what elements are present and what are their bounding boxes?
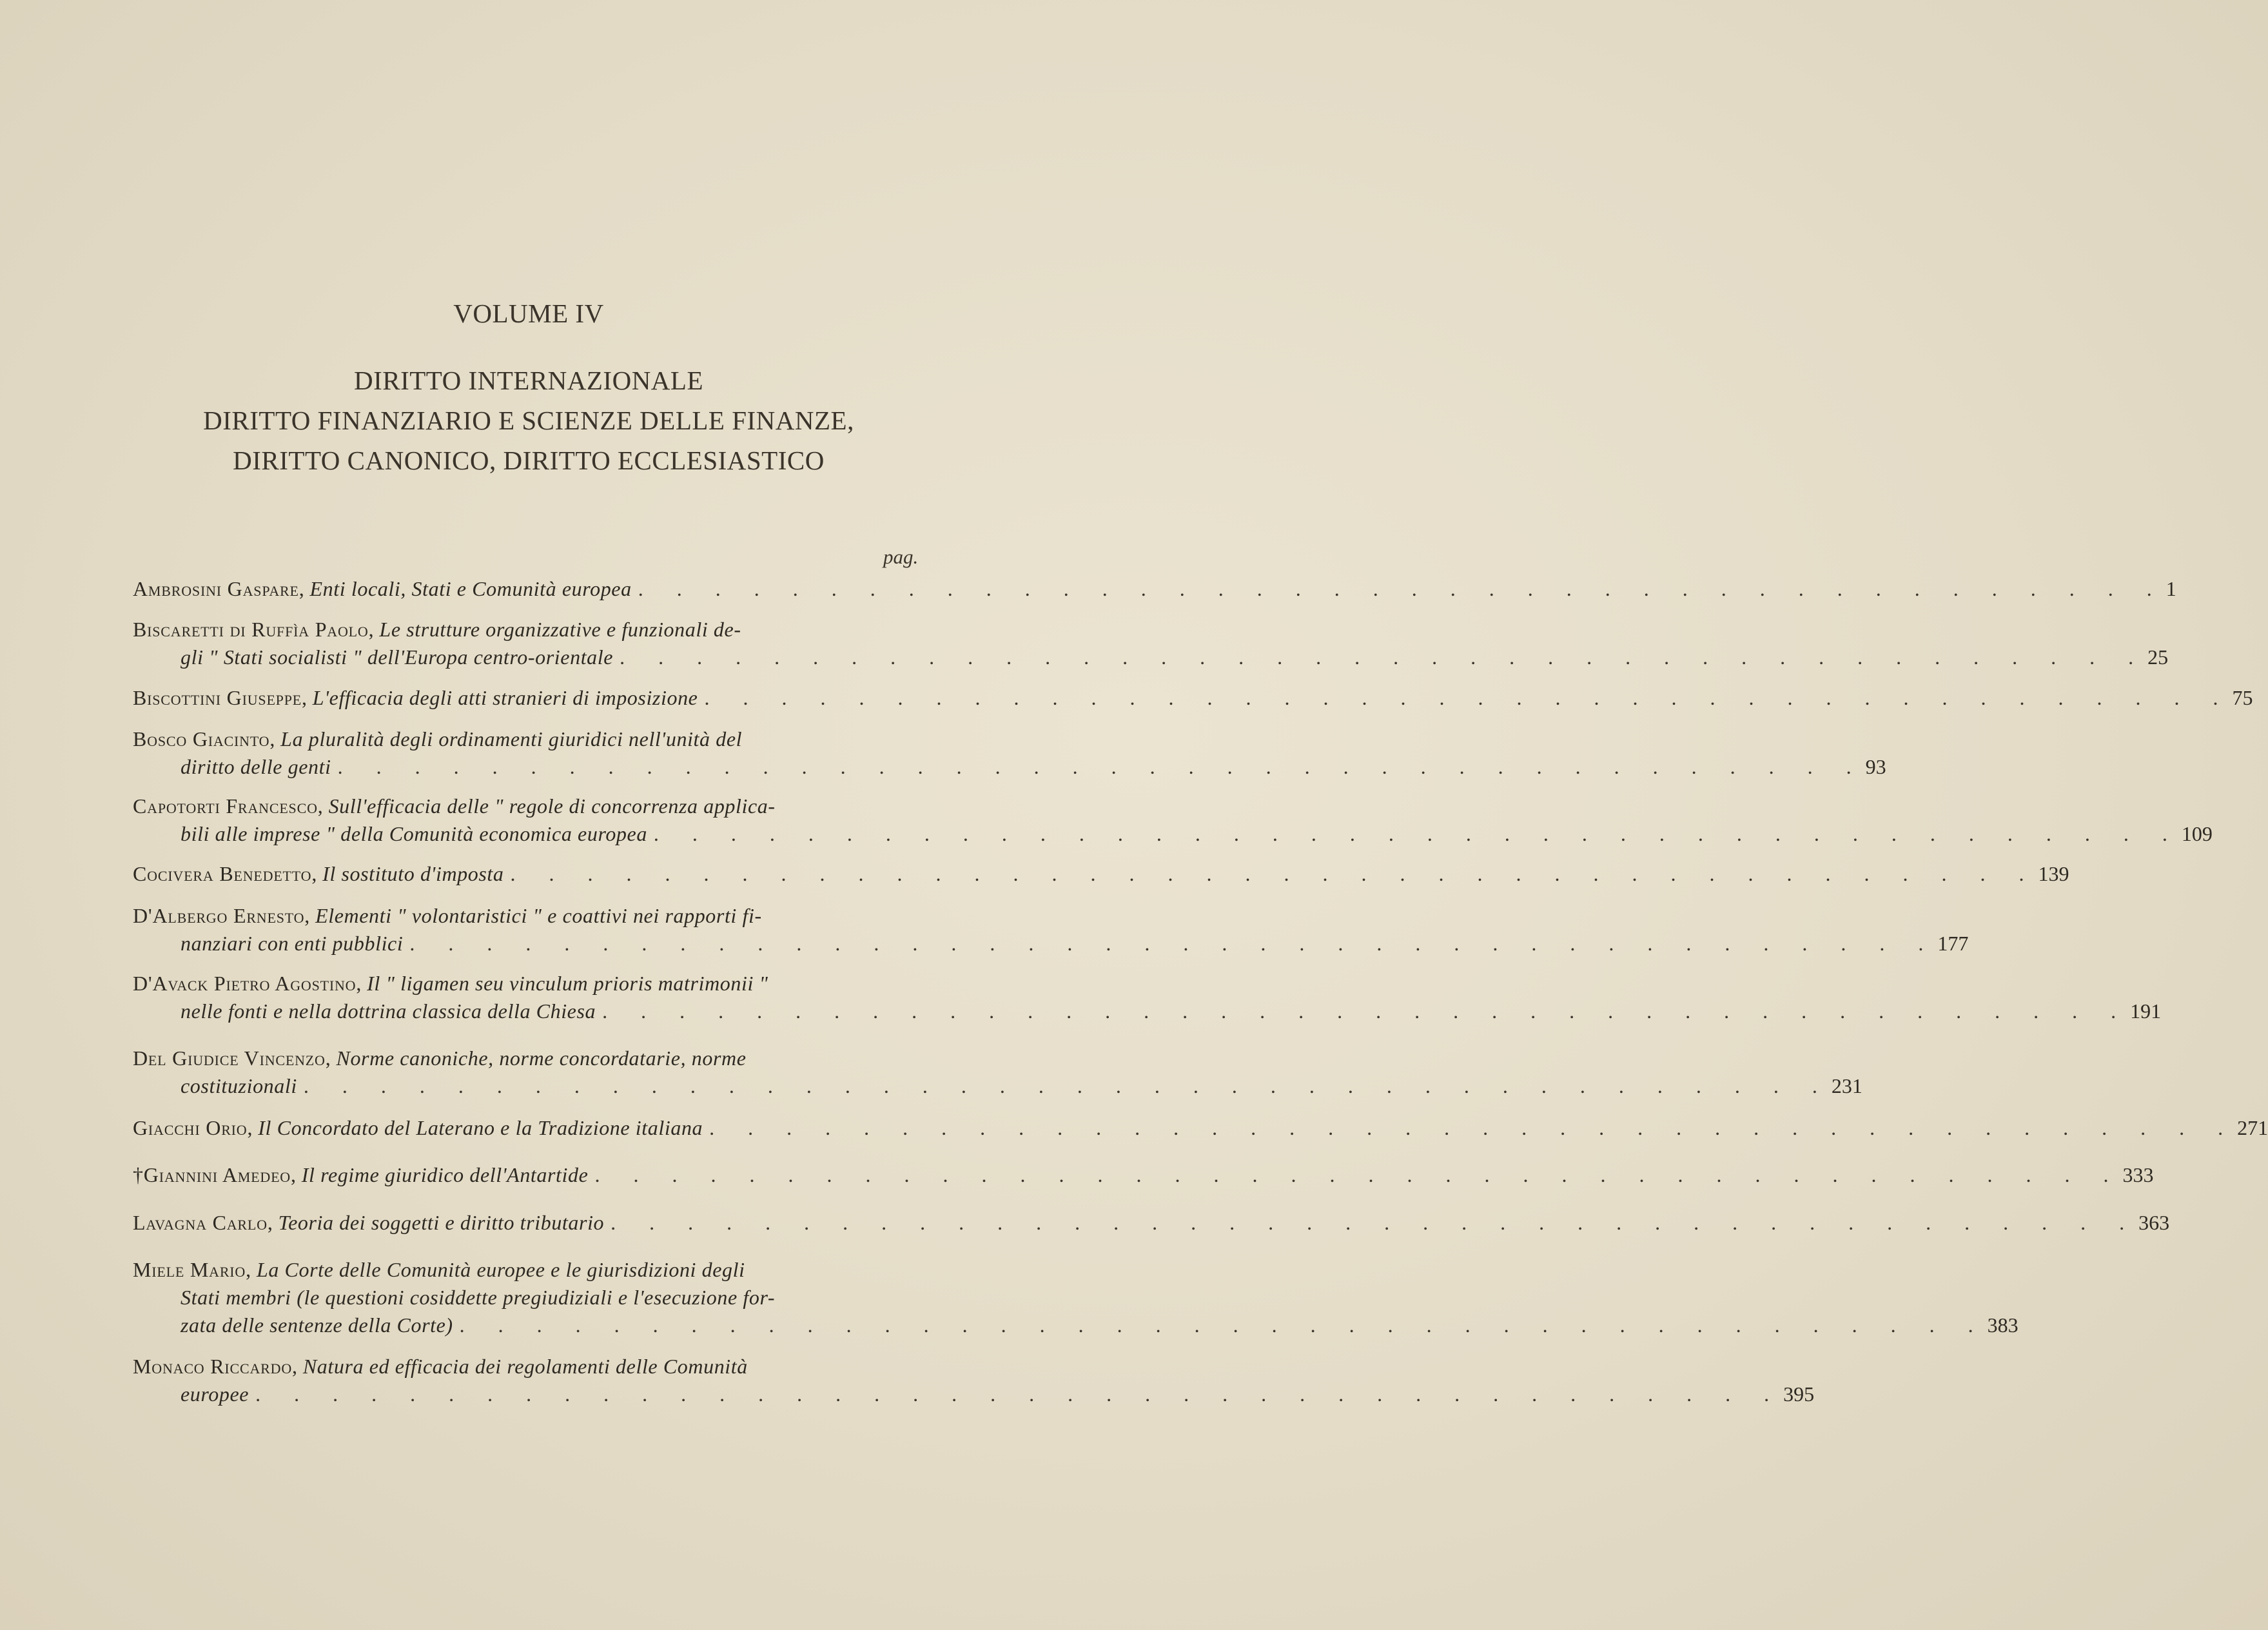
entry-author: †Giannini Amedeo, (133, 1163, 297, 1186)
dot-leader: . . . . . . . . . . . . . . . . . . . . . . . . . . . . . . . . . . . . . . . . (602, 999, 2131, 1023)
entry-title: L'efficacia degli atti stranieri di imposizione (312, 686, 698, 709)
entry-page-number: 139 (2038, 862, 2069, 885)
entry-author: Biscaretti di Ruffìa Paolo, (133, 618, 375, 641)
entry-title-continuation: bili alle imprese " della Comunità economica europea (181, 822, 647, 845)
entry-author: Capotorti Francesco, (133, 794, 324, 818)
entry-title-continuation: nanziari con enti pubblici (181, 932, 404, 955)
section-heading-line-1: DIRITTO INTERNAZIONALE (354, 366, 703, 395)
toc-entry (133, 616, 2169, 671)
entry-page-number: 383 (1987, 1313, 2019, 1337)
dot-leader: . . . . . . . . . . . . . . . . . . . . . . . . . . . . . . . . . . . . . . . . (620, 645, 2148, 669)
entry-title: Le strutture organizzative e funzionali de- (379, 618, 741, 641)
entry-title-continuation: europee (181, 1382, 249, 1406)
dot-leader: . . . . . . . . . . . . . . . . . . . . . . . . . . . . . . . . . . . . . . . . (611, 1211, 2139, 1234)
entry-author: Biscottini Giuseppe, (133, 686, 308, 709)
entry-page-number: 271 (2237, 1116, 2268, 1139)
entry-author: Cocivera Benedetto, (133, 862, 318, 885)
entry-page-number: 177 (1937, 932, 1969, 955)
entry-author: Bosco Giacinto, (133, 727, 276, 751)
dot-leader: . . . . . . . . . . . . . . . . . . . . . . . . . . . . . . . . . . . . . . . . (594, 1163, 2123, 1186)
entry-page-number: 109 (2181, 822, 2213, 845)
entry-title: Il Concordato del Laterano e la Tradizione italiana (258, 1116, 703, 1139)
entry-title: Sull'efficacia delle " regole di concorrenza applica- (328, 794, 776, 818)
page-column-label: pag. (883, 545, 919, 568)
entry-page-number: 191 (2130, 999, 2162, 1023)
toc-entry (133, 860, 2069, 888)
entry-author: Monaco Riccardo, (133, 1355, 298, 1378)
entry-page-number: 363 (2138, 1211, 2170, 1234)
dot-leader: . . . . . . . . . . . . . . . . . . . . . . . . . . . . . . . . . . . . . . . . (653, 822, 2182, 845)
dot-leader: . . . . . . . . . . . . . . . . . . . . . . . . . . . . . . . . . . . . . . . . (510, 862, 2038, 885)
entry-title-continuation: zata delle sentenze della Corte) (181, 1313, 453, 1337)
dot-leader: . . . . . . . . . . . . . . . . . . . . . . . . . . . . . . . . . . . . . . . . (459, 1313, 1988, 1337)
entry-title: Norme canoniche, norme concordatarie, norme (336, 1046, 747, 1070)
entry-page-number: 333 (2122, 1163, 2154, 1186)
toc-entry (133, 725, 1886, 781)
section-heading-line-3: DIRITTO CANONICO, DIRITTO ECCLESIASTICO (233, 446, 825, 475)
entry-title: Il sostituto d'imposta (322, 862, 504, 885)
entry-author: Miele Mario, (133, 1258, 251, 1281)
entry-page-number: 1 (2165, 577, 2176, 600)
dot-leader: . . . . . . . . . . . . . . . . . . . . . . . . . . . . . . . . . . . . . . . . (303, 1074, 1832, 1097)
dot-leader: . . . . . . . . . . . . . . . . . . . . . . . . . . . . . . . . . . . . . . . . (638, 577, 2166, 600)
toc-entry (133, 1114, 2268, 1142)
toc-entry (133, 684, 2253, 712)
entry-author: D'Avack Pietro Agostino, (133, 972, 362, 995)
entry-page-number: 93 (1865, 755, 1886, 778)
entry-author: Giacchi Orio, (133, 1116, 253, 1139)
entry-author: D'Albergo Ernesto, (133, 904, 311, 927)
dot-leader: . . . . . . . . . . . . . . . . . . . . . . . . . . . . . . . . . . . . . . . . (704, 686, 2233, 709)
toc-entry (133, 1045, 1862, 1100)
dot-leader: . . . . . . . . . . . . . . . . . . . . . . . . . . . . . . . . . . . . . . . . (409, 932, 1938, 955)
entry-page-number: 231 (1831, 1074, 1862, 1097)
entry-page-number: 25 (2147, 645, 2169, 669)
toc-entry (133, 792, 2213, 848)
toc-entry (133, 970, 2162, 1025)
entry-title: Enti locali, Stati e Comunità europea (309, 577, 632, 600)
entry-title: La Corte delle Comunità europee e le giurisdizioni degli (256, 1258, 745, 1281)
dot-leader: . . . . . . . . . . . . . . . . . . . . . . . . . . . . . . . . . . . . . . . . (337, 755, 1866, 778)
dot-leader: . . . . . . . . . . . . . . . . . . . . . . . . . . . . . . . . . . . . . . . . (255, 1382, 1784, 1406)
volume-title: VOLUME IV (453, 299, 604, 328)
entry-title-continuation: nelle fonti e nella dottrina classica della Chiesa (181, 999, 596, 1023)
entry-page-number: 395 (1783, 1382, 1815, 1406)
entry-title: Il regime giuridico dell'Antartide (301, 1163, 589, 1186)
entry-page-number: 75 (2232, 686, 2253, 709)
entry-title: Elementi " volontaristici " e coattivi nei rapporti fi- (315, 904, 762, 927)
entry-author: Lavagna Carlo, (133, 1211, 273, 1234)
entry-title-continuation: gli " Stati socialisti " dell'Europa centro-orientale (181, 645, 614, 669)
toc-entry (133, 1353, 1815, 1408)
toc-entry (133, 902, 1969, 957)
entry-author: Del Giudice Vincenzo, (133, 1046, 331, 1070)
toc-entry (133, 1209, 2170, 1237)
toc-entry (133, 1256, 2019, 1339)
entry-title-continuation: Stati membri (le questioni cosiddette pregiudiziali e l'esecuzione for- (181, 1286, 776, 1309)
entry-title: Il " ligamen seu vinculum prioris matrimonii " (367, 972, 768, 995)
toc-entry (133, 575, 2176, 603)
entry-title-continuation: diritto delle genti (181, 755, 331, 778)
entry-author: Ambrosini Gaspare, (133, 577, 305, 600)
section-heading-line-2: DIRITTO FINANZIARIO E SCIENZE DELLE FINANZE, (203, 406, 854, 435)
entry-title-continuation: costituzionali (181, 1074, 297, 1097)
entry-title: Teoria dei soggetti e diritto tributario (278, 1211, 605, 1234)
dot-leader: . . . . . . . . . . . . . . . . . . . . . . . . . . . . . . . . . . . . . . . . (709, 1116, 2238, 1139)
entry-title: La pluralità degli ordinamenti giuridici nell'unità del (280, 727, 743, 751)
toc-entry (133, 1161, 2154, 1189)
entry-title: Natura ed efficacia dei regolamenti delle Comunità (302, 1355, 748, 1378)
